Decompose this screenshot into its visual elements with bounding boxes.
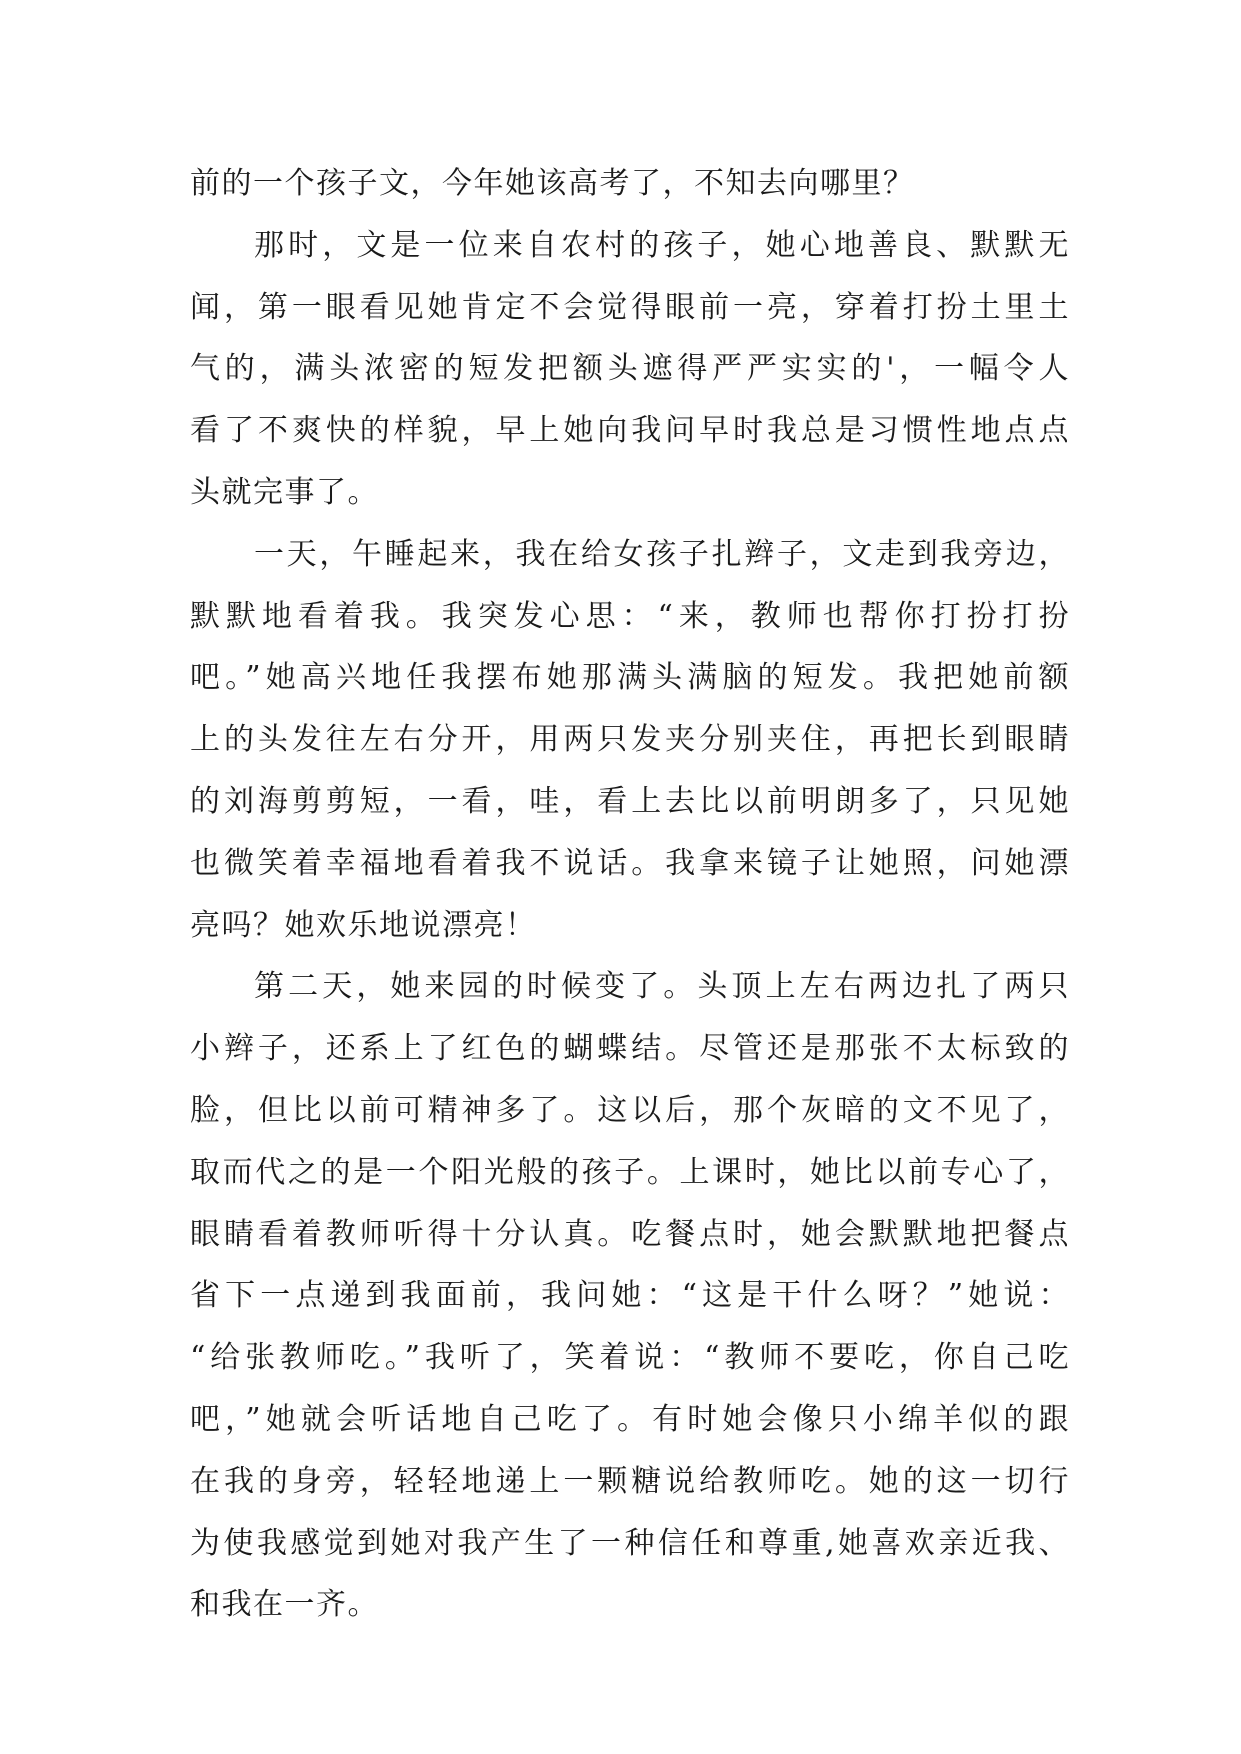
text-line: 的刘海剪剪短，一看，哇，看上去比以前明朗多了，只见她 <box>190 783 1070 819</box>
document-body <box>190 153 1070 1636</box>
text-line: 一天，午睡起来，我在给女孩子扎辫子，文走到我旁边， <box>254 536 1070 572</box>
text-line: 亮吗？她欢乐地说漂亮！ <box>190 907 537 943</box>
text-line: 吧，”她就会听话地自己吃了。有时她会像只小绵羊似的跟 <box>190 1401 1070 1437</box>
text-line: 也微笑着幸福地看着我不说话。我拿来镜子让她照，问她漂 <box>190 845 1070 881</box>
text-line: 气的，满头浓密的短发把额头遮得严严实实的'，一幅令人 <box>190 351 1070 387</box>
text-line: 和我在一齐。 <box>190 1587 379 1623</box>
text-line: 闻，第一眼看见她肯定不会觉得眼前一亮，穿着打扮土里土 <box>190 289 1070 325</box>
text-line: 小辫子，还系上了红色的蝴蝶结。尽管还是那张不太标致的 <box>190 1031 1070 1067</box>
text-line: 脸，但比以前可精神多了。这以后，那个灰暗的文不见了， <box>190 1092 1070 1128</box>
text-line: 前的一个孩子文，今年她该高考了，不知去向哪里？ <box>190 166 915 201</box>
text-line: 在我的身旁，轻轻地递上一颗糖说给教师吃。她的这一切行 <box>190 1463 1070 1499</box>
text-line: “给张教师吃。”我听了，笑着说：“教师不要吃，你自己吃 <box>190 1340 1070 1376</box>
text-line: 吧。”她高兴地任我摆布她那满头满脑的短发。我把她前额 <box>190 660 1070 696</box>
text-line: 那时，文是一位来自农村的孩子，她心地善良、默默无 <box>254 227 1070 263</box>
text-line: 默默地看着我。我突发心思：“来，教师也帮你打扮打扮 <box>190 598 1070 634</box>
text-line: 眼睛看着教师听得十分认真。吃餐点时，她会默默地把餐点 <box>190 1216 1070 1252</box>
text-line: 第二天，她来园的时候变了。头顶上左右两边扎了两只 <box>254 969 1070 1005</box>
text-line: 省下一点递到我面前，我问她：“这是干什么呀？”她说： <box>190 1278 1070 1314</box>
text-line: 上的头发往左右分开，用两只发夹分别夹住，再把长到眼睛 <box>190 722 1070 758</box>
text-line: 取而代之的是一个阳光般的孩子。上课时，她比以前专心了， <box>190 1154 1070 1190</box>
text-line: 看了不爽快的样貌，早上她向我问早时我总是习惯性地点点 <box>190 413 1070 449</box>
text-line: 为使我感觉到她对我产生了一种信任和尊重,她喜欢亲近我、 <box>190 1525 1070 1561</box>
text-line: 头就完事了。 <box>190 474 379 510</box>
